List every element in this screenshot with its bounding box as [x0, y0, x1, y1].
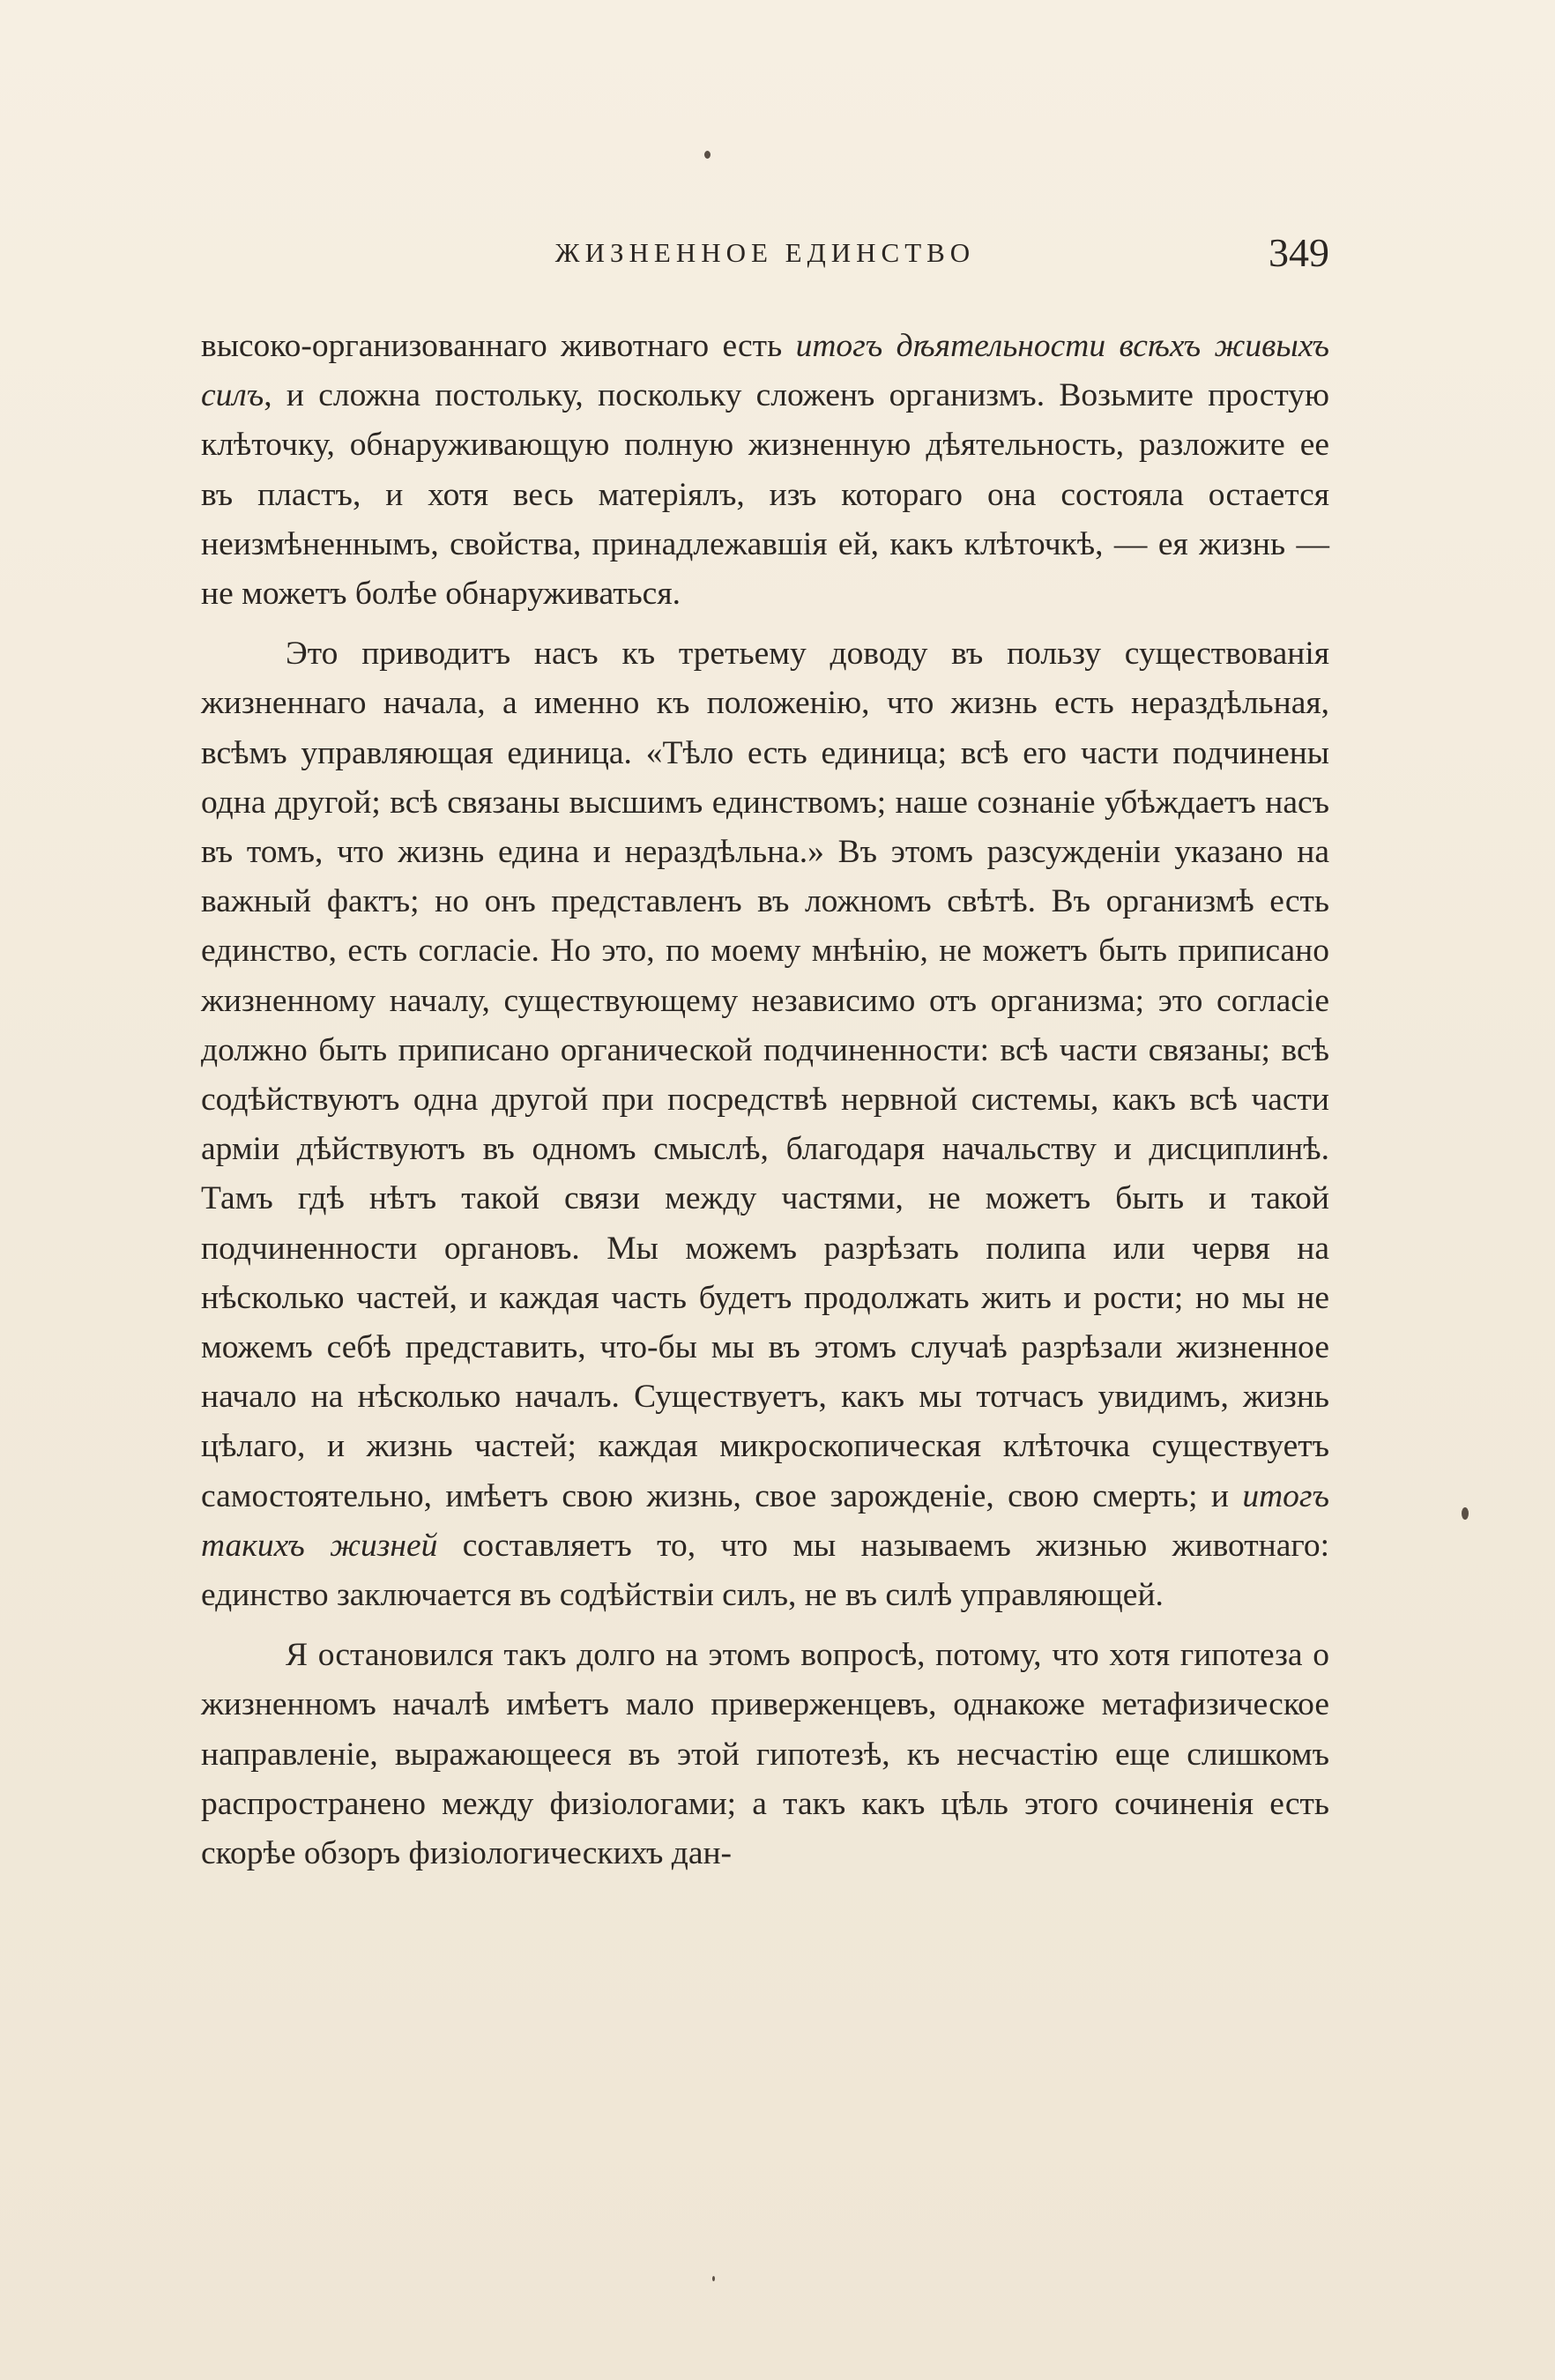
text-segment: , и сложна постольку, поскольку сложенъ организмъ. Возьмите простую клѣточку, обнаруживающую полную жизненную дѣятельность, разложите ее въ пластъ, и хотя весь матеріялъ, изъ котораго она состояла остается неизмѣненнымъ, свойства, принадлежавшія ей, какъ клѣточкѣ, — ея жизнь — не можетъ болѣе обнаруживаться.	[201, 377, 1329, 613]
italic-segment: итогъ дѣятельности всѣхъ живыхъ силъ	[201, 328, 1329, 414]
ink-speck-bottom	[712, 2276, 715, 2281]
italic-segment: итогъ такихъ жизней	[201, 1477, 1329, 1564]
running-title: ЖИЗНЕННОЕ ЕДИНСТВО	[554, 237, 976, 268]
page-number: 349	[1269, 230, 1329, 275]
text-segment: Я остановился такъ долго на этомъ вопросѣ, потому, что хотя гипотеза о жизненномъ началѣ имѣетъ мало приверженцевъ, однакоже метафизическое направленіе, выражающееся въ этой гипотезѣ, къ несчастію еще слишкомъ распространено между физіологами; а такъ какъ цѣль этого сочиненія есть скорѣе обзоръ физіологическихъ дан-	[201, 1637, 1329, 1872]
ink-speck-top	[704, 151, 711, 159]
running-head	[201, 231, 1329, 275]
text-segment: высоко-организованнаго животнаго есть	[201, 328, 796, 364]
ink-speck-right	[1462, 1507, 1469, 1520]
paragraph-3	[201, 1631, 1329, 1878]
paragraph-2	[201, 629, 1329, 1620]
body-text	[201, 322, 1329, 1878]
text-segment: Это приводитъ насъ къ третьему доводу въ пользу существованія жизненнаго начала, а именно къ положенію, что жизнь есть нераздѣльная, всѣмъ управляющая единица. «Тѣло есть единица; всѣ его части подчинены одна другой; всѣ связаны высшимъ единствомъ; наше сознаніе убѣждаетъ насъ въ томъ, что жизнь едина и нераздѣльна.» Въ этомъ разсужденіи указано на важный фактъ; но онъ представленъ въ ложномъ свѣтѣ. Въ организмѣ есть единство, есть согласіе. Но это, по моему мнѣнію, не можетъ быть приписано жизненному началу, существующему независимо отъ организма; это согласіе должно быть приписано органической подчиненности: всѣ части связаны; всѣ содѣйствуютъ одна другой при посредствѣ нервной системы, какъ всѣ части арміи дѣйствуютъ въ одномъ смыслѣ, благодаря начальству и дисциплинѣ. Тамъ гдѣ нѣтъ такой связи между частями, не можетъ быть и такой подчиненности органовъ. Мы можемъ разрѣзать полипа или червя на нѣсколько частей, и каждая часть будетъ продолжать жить и рости; но мы не можемъ себѣ представить, что-бы мы въ этомъ случаѣ разрѣзали жизненное начало на нѣсколько началъ. Существуетъ, какъ мы тотчасъ увидимъ, жизнь цѣлаго, и жизнь частей; каждая микроскопическая клѣточка существуетъ самостоятельно, имѣетъ свою жизнь, свое зарожденіе, свою смерть; и	[201, 636, 1329, 1514]
text-segment: составляетъ то, что мы называемъ жизнью животнаго: единство заключается въ содѣйствіи силъ, не въ силѣ управляющей.	[201, 1527, 1329, 1614]
paragraph-1	[201, 322, 1329, 619]
